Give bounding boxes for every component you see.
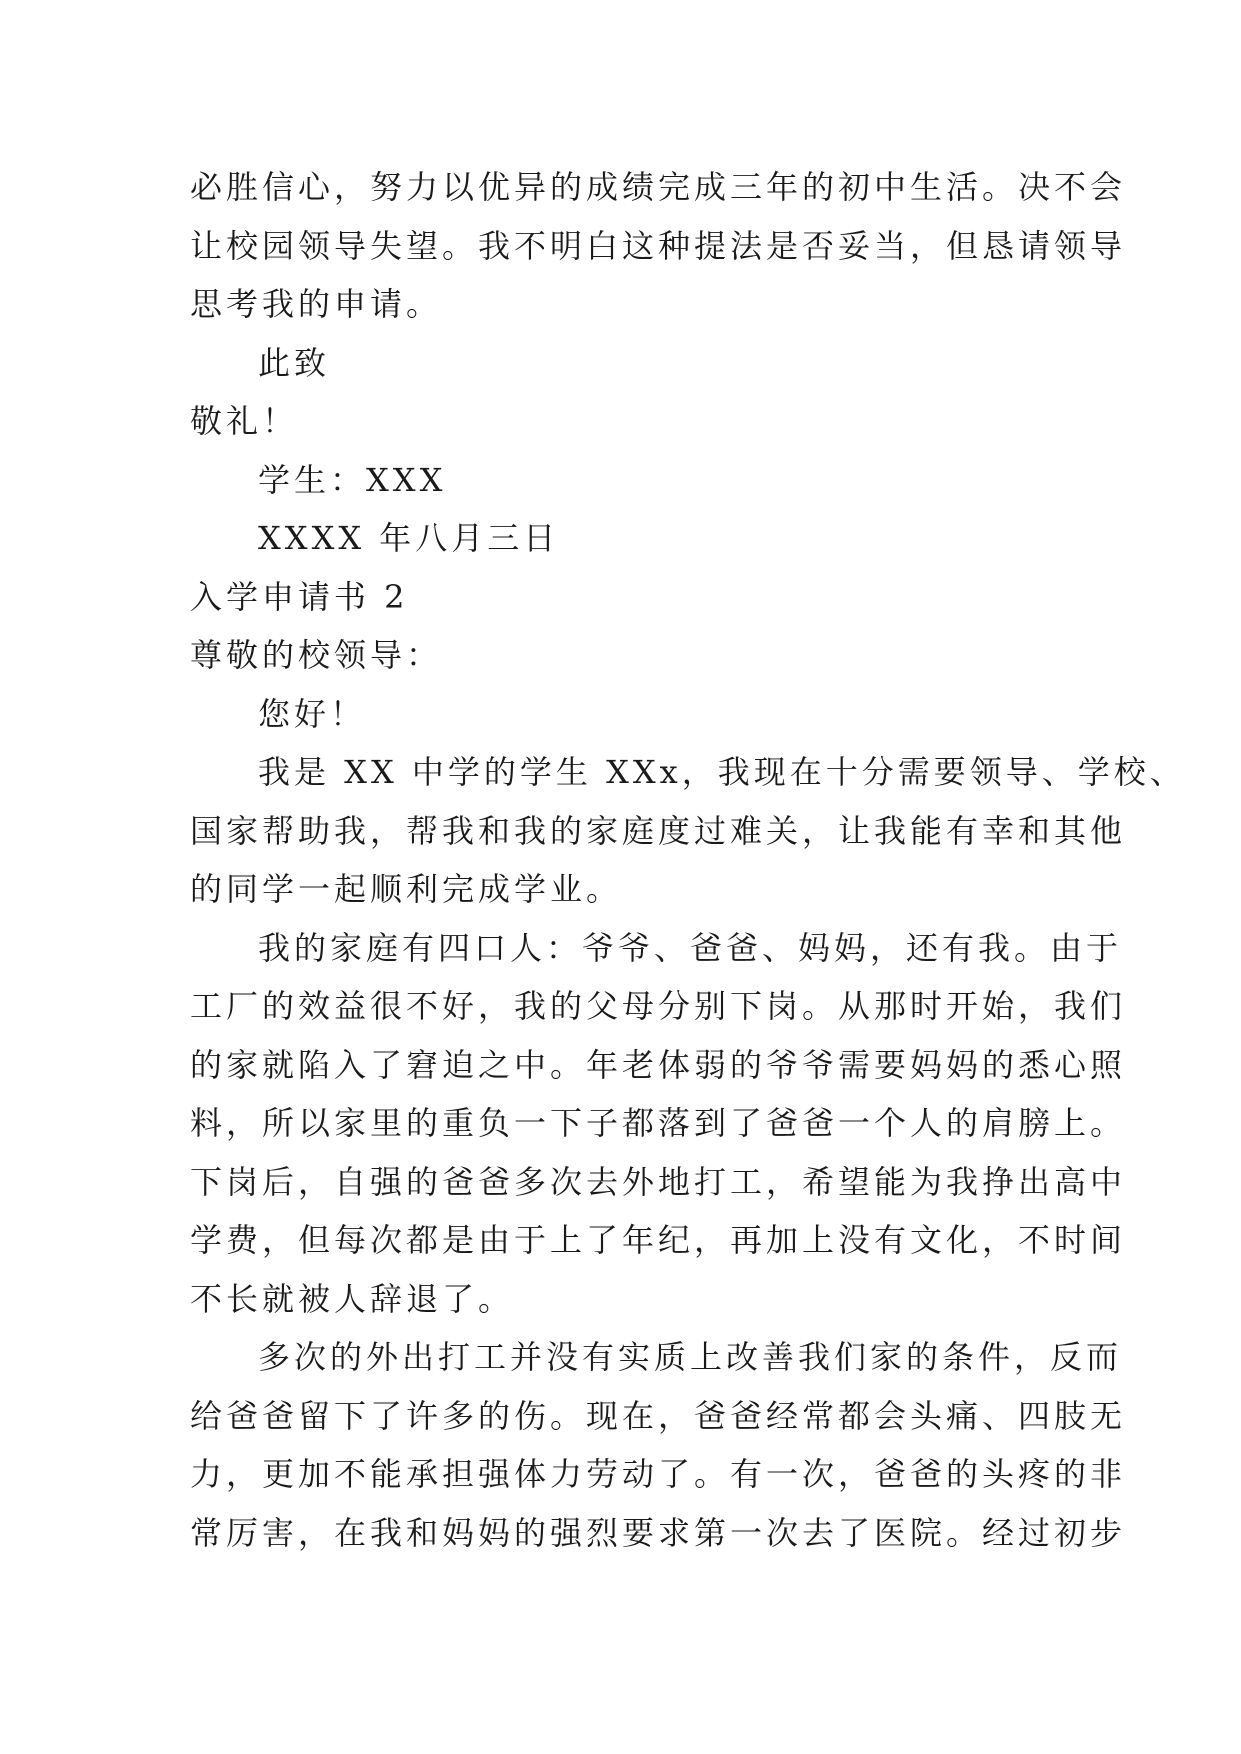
text-line: 常厉害，在我和妈妈的强烈要求第一次去了医院。经过初步 bbox=[190, 1513, 1127, 1552]
text-line: 多次的外出打工并没有实质上改善我们家的条件，反而 bbox=[258, 1338, 1123, 1376]
document-body bbox=[190, 158, 1186, 1562]
text-line: 工厂的效益很不好，我的父母分别下岗。从那时开始，我们 bbox=[190, 987, 1127, 1025]
text-line: 让校园领导失望。我不明白这种提法是否妥当，但恳请领导 bbox=[190, 226, 1127, 265]
text-line: 必胜信心，努力以优异的成绩完成三年的初中生活。决不会 bbox=[190, 168, 1127, 206]
text-line: XXXX 年八月三日 bbox=[258, 519, 560, 557]
text-line: 入学申请书 2 bbox=[190, 577, 409, 616]
text-line: 尊敬的校领导： bbox=[190, 636, 443, 674]
text-line: 思考我的申请。 bbox=[190, 285, 443, 323]
text-line: 学生：XXX bbox=[258, 460, 447, 499]
text-line: 您好！ bbox=[258, 694, 367, 733]
text-line: 我的家庭有四口人：爷爷、爸爸、妈妈，还有我。由于 bbox=[258, 928, 1123, 967]
text-line: 敬礼！ bbox=[190, 402, 299, 440]
text-line: 下岗后，自强的爸爸多次去外地打工，希望能为我挣出高中 bbox=[190, 1162, 1127, 1201]
text-line: 的同学一起顺利完成学业。 bbox=[190, 870, 623, 908]
text-line: 此致 bbox=[258, 343, 331, 382]
text-line: 料，所以家里的重负一下子都落到了爸爸一个人的肩膀上。 bbox=[190, 1104, 1127, 1142]
text-line: 给爸爸留下了许多的伤。现在，爸爸经常都会头痛、四肢无 bbox=[190, 1396, 1127, 1435]
text-line: 力，更加不能承担强体力劳动了。有一次，爸爸的头疼的非 bbox=[190, 1455, 1127, 1493]
text-line: 不长就被人辞退了。 bbox=[190, 1279, 515, 1318]
text-line: 的家就陷入了窘迫之中。年老体弱的爷爷需要妈妈的悉心照 bbox=[190, 1045, 1127, 1084]
text-line: 国家帮助我，帮我和我的家庭度过难关，让我能有幸和其他 bbox=[190, 811, 1127, 850]
text-line: 学费，但每次都是由于上了年纪，再加上没有文化，不时间 bbox=[190, 1221, 1127, 1259]
text-line: 我是 XX 中学的学生 XXx，我现在十分需要领导、学校、 bbox=[258, 753, 1186, 791]
